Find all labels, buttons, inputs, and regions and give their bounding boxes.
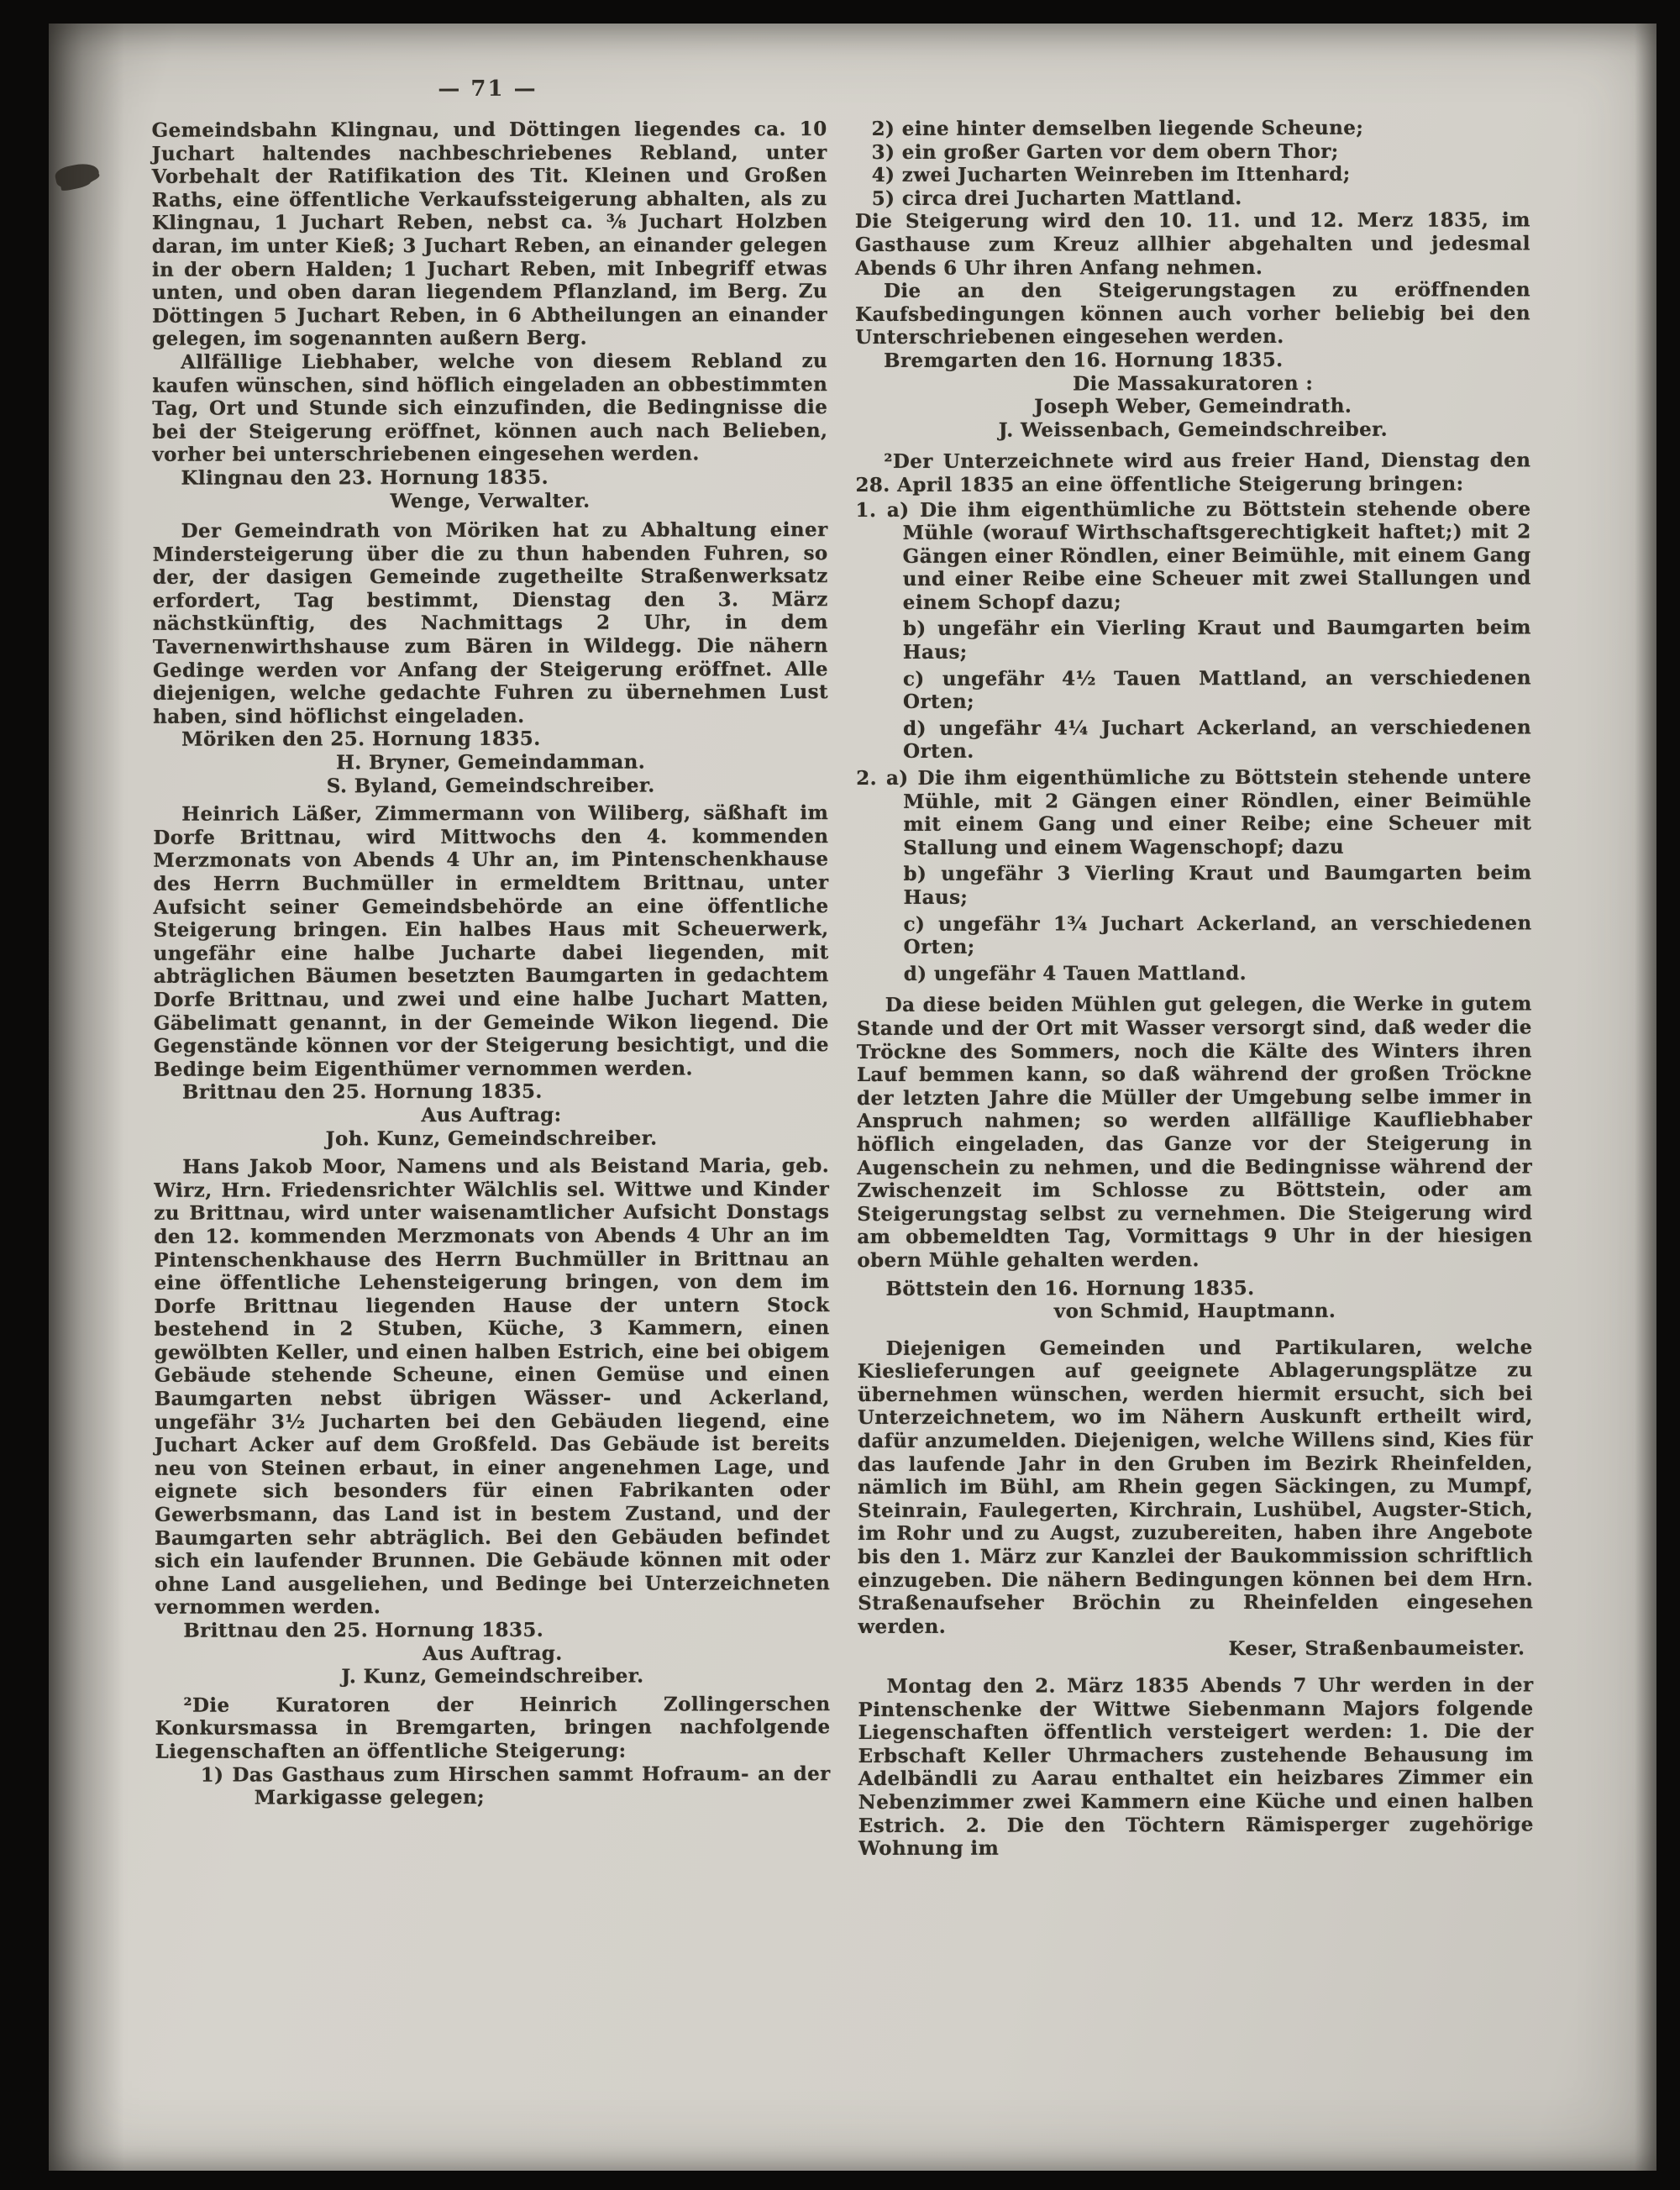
paragraph: H. Bryner, Gemeindamman. <box>336 750 646 775</box>
page-number: — 71 — <box>438 76 538 102</box>
paragraph: 1. a) Die ihm eigenthümliche zu Böttstein stehende obere Mühle (worauf Wirthschaftsgerechtigkeit haftet;) mit 2 Gängen einer Röndlen, einer Beimühle, mit einem Gang und einer Reibe eine Scheuer mit zwei Stallungen und einem Schopf dazu; <box>855 496 1531 614</box>
paragraph: ²Der Unterzeichnete wird aus freier Hand, Dienstag den 28. April 1835 an eine öffentliche Steigerung bringen: <box>855 449 1531 496</box>
paragraph: Joh. Kunz, Gemeindschreiber. <box>325 1127 658 1150</box>
paragraph: Hans Jakob Moor, Namens und als Beistand Maria, geb. Wirz, Hrn. Friedensrichter Wälchlis sel. Wittwe und Kinder zu Brittnau, wird unter waisenamtlicher Aufsicht Donstags den 12. kommenden Merzmonats von Abends 4 Uhr an im Pintenschenkhause des Herrn Buchmüller in Brittnau an eine öffentliche Lehensteigerung bringen, von dem im Dorfe Brittnau liegenden Hause der untern Stock bestehend in 2 Stuben, Küche, 3 Kammern, einen gewölbten Keller, und einen halben Estrich, eine bei obigem Gebäude stehende Scheune, einen Gemüse und einen Baumgarten nebst übrigen Wässer- und Ackerland, ungefähr 3½ Jucharten bei den Gebäuden liegend, eine Juchart Acker auf dem Großfeld. Das Gebäude ist bereits neu von Steinen erbaut, in einer angenehmen Lage, und eignete sich besonders für einen Fabrikanten oder Gewerbsmann, das Land ist in bestem Zustand, und der Baumgarten sehr abträglich. Bei den Gebäuden befindet sich ein laufender Brunnen. Die Gebäude können mit oder ohne Land ausgeliehen, und Bedinge bei Unterzeichneten vernommen werden. <box>154 1154 831 1620</box>
paragraph: 2) eine hinter demselben liegende Scheune; <box>871 116 1364 140</box>
paragraph: Allfällige Liebhaber, welche von diesem Rebland zu kaufen wünschen, sind höflich eingeladen an obbestimmten Tag, Ort und Stunde sich einzufinden, die Bedingnisse die bei der Steigerung eröffnet, können auch nach Belieben, vorher bei unterschriebenen eingesehen werden. <box>152 349 828 467</box>
paragraph: Montag den 2. März 1835 Abends 7 Uhr werden in der Pintenschenke der Wittwe Siebenmann Majors folgende Liegenschaften öffentlich versteigert werden: 1. Die der Erbschaft Keller Uhrmachers zustehende Behausung im Adelbändli zu Aarau enthaltet ein heizbares Zimmer ein Nebenzimmer zwei Kammern eine Küche und einen halben Estrich. 2. Die den Töchtern Rämisperger zugehörige Wohnung im <box>858 1673 1534 1861</box>
paragraph: Diejenigen Gemeinden und Partikularen, welche Kieslieferungen auf geeignete Ablagerungsplätze zu übernehmen wünschen, werden hiermit ersucht, sich bei Unterzeichnetem, wo im Nähern Auskunft ertheilt wird, dafür anzumelden. Diejenigen, welche Willens sind, Kies für das laufende Jahr in den Gruben im Bezirk Rheinfelden, nämlich im Bühl, am Rhein gegen Säckingen, zu Mumpf, Steinrain, Faulegerten, Kirchrain, Lushübel, Augster-Stich, im Rohr und zu Augst, zuzubereiten, haben ihre Angebote bis den 1. März zur Kanzlei der Baukommission schriftlich einzugeben. Die nähern Bedingungen können bei dem Hrn. Straßenaufseher Bröchin zu Rheinfelden eingesehen werden. <box>857 1335 1534 1638</box>
paragraph: Böttstein den 16. Hornung 1835. <box>885 1276 1255 1300</box>
paragraph: Die an den Steigerungstagen zu eröffnenden Kaufsbedingungen können auch vorher beliebig bei den Unterschriebenen eingesehen werden. <box>855 278 1531 349</box>
paragraph: Die Massakuratoren : <box>1073 371 1314 395</box>
paragraph: Der Gemeindrath von Möriken hat zu Abhaltung einer Mindersteigerung über die zu thun habenden Fuhren, so der, der dasigen Gemeinde zugetheilte Straßenwerksatz erfordert, Tag bestimmt, Dienstag den 3. März nächstkünftig, des Nachmittags 2 Uhr, in dem Tavernenwirthshause zum Bären in Wildegg. Die nähern Gedinge werden vor Anfang der Steigerung eröffnet. Alle diejenigen, welche gedachte Fuhren zu übernehmen Lust haben, sind höflichst eingeladen. <box>152 518 829 728</box>
paragraph: 2. a) Die ihm eigenthümliche zu Böttstein stehende untere Mühle, mit 2 Gängen einer Röndlen, einer Beimühle mit einem Gang und einer Reibe; eine Scheuer mit Stallung und einem Wagenschopf; dazu <box>856 765 1532 859</box>
paragraph: S. Byland, Gemeindschreiber. <box>326 774 655 797</box>
paragraph: Gemeindsbahn Klingnau, und Döttingen liegendes ca. 10 Juchart haltendes nachbeschriebenes Rebland, unter Vorbehalt der Ratifikation des Tit. Kleinen und Großen Raths, eine öffentliche Verkaufssteigerung abhalten, als zu Klingnau, 1 Juchart Reben, nebst ca. ⅜ Juchart Holzben daran, im unter Kieß; 3 Juchart Reben, an einander gelegen in der obern Halden; 1 Juchart Reben, mit Inbegriff etwas unten, und oben daran liegendem Pflanzland, im Berg. Zu Döttingen 5 Juchart Reben, in 6 Abtheilungen an einander gelegen, im sogenannten außern Berg. <box>151 118 828 351</box>
paragraph: von Schmid, Hauptmann. <box>1053 1299 1336 1323</box>
paragraph: J. Kunz, Gemeindschreiber. <box>341 1664 644 1688</box>
paragraph: Brittnau den 25. Hornung 1835. <box>181 1080 543 1105</box>
scanned-page <box>49 24 1656 2171</box>
paragraph: Brittnau den 25. Hornung 1835. <box>183 1618 544 1642</box>
paragraph: Die Steigerung wird den 10. 11. und 12. Merz 1835, im Gasthause zum Kreuz allhier abgehalten und jedesmal Abends 6 Uhr ihren Anfang nehmen. <box>854 208 1530 280</box>
paragraph: 5) circa drei Jucharten Mattland. <box>871 186 1242 210</box>
paragraph: Aus Auftrag: <box>421 1103 562 1127</box>
paragraph: Aus Auftrag. <box>423 1641 563 1665</box>
paragraph: Joseph Weber, Gemeindrath. <box>1034 394 1352 418</box>
paragraph: Heinrich Läßer, Zimmermann von Wiliberg, säßhaft im Dorfe Brittnau, wird Mittwochs den 4. kommenden Merzmonats von Abends 4 Uhr an, im Pintenschenkhause des Herrn Buchmüller in ermeldtem Brittnau, unter Aufsicht seiner Gemeindsbehörde an eine öffentliche Steigerung bringen. Ein halbes Haus mit Scheuerwerk, ungefähr eine halbe Jucharte dabei liegenden, mit abträglichen Bäumen besetzten Baumgarten in gedachtem Dorfe Brittnau, und zwei und eine halbe Juchart Matten, Gäbelimatt genannt, in der Gemeinde Wikon liegend. Die Gegenstände können vor der Steigerung besichtigt, und die Bedinge beim Eigenthümer vernommen werden. <box>153 801 829 1081</box>
paragraph: Da diese beiden Mühlen gut gelegen, die Werke in gutem Stande und der Ort mit Wasser versorgt sind, daß weder die Tröckne des Sommers, noch die Kälte des Winters ihren Lauf bemmen kann, so daß während der großen Tröckne der letzten Jahre die Müller der Umgebung selbe immer in Anspruch nahmen; so werden allfällige Kaufliebhaber höflich eingeladen, das Ganze vor der Steigerung in Augenschein zu nehmen, und die Bedingnisse während der Zwischenzeit im Schlosse zu Böttstein, oder am Steigerungstag selbst zu vernehmen. Die Steigerung wird am obbemeldten Tag, Vormittags 9 Uhr in der hiesigen obern Mühle gehalten werden. <box>856 992 1533 1272</box>
paragraph: Klingnau den 23. Hornung 1835. <box>181 465 549 490</box>
left-column <box>152 118 831 1809</box>
paragraph: b) ungefähr ein Vierling Kraut und Baumgarten beim Haus; <box>902 616 1531 664</box>
paragraph: d) ungefähr 4¼ Juchart Ackerland, an verschiedenen Orten. <box>903 716 1532 764</box>
paragraph: 1) Das Gasthaus zum Hirschen sammt Hofraum- an der Markigasse gelegen; <box>200 1762 831 1809</box>
page-content <box>46 22 1658 2172</box>
paragraph: c) ungefähr 4½ Tauen Mattland, an verschiedenen Orten; <box>902 665 1531 714</box>
right-column <box>855 116 1534 1860</box>
paragraph: ²Die Kuratoren der Heinrich Zollingerschen Konkursmassa in Bremgarten, bringen nachfolgende Liegenschaften an öffentliche Steigerung: <box>155 1692 831 1763</box>
paragraph: Wenge, Verwalter. <box>390 489 591 512</box>
paragraph: Möriken den 25. Hornung 1835. <box>181 727 541 752</box>
paragraph: Bremgarten den 16. Hornung 1835. <box>884 348 1284 372</box>
paragraph: d) ungefähr 4 Tauen Mattland. <box>903 961 1247 985</box>
paragraph: 4) zwei Jucharten Weinreben im Ittenhard; <box>871 162 1351 187</box>
paragraph: 3) ein großer Garten vor dem obern Thor; <box>871 139 1339 164</box>
paragraph: c) ungefähr 1¾ Juchart Ackerland, an verschiedenen Orten; <box>903 911 1532 959</box>
paragraph: b) ungefähr 3 Vierling Kraut und Baumgarten beim Haus; <box>903 861 1532 909</box>
paragraph: J. Weissenbach, Gemeindschreiber. <box>998 418 1389 442</box>
paragraph: Keser, Straßenbaumeister. <box>1228 1636 1525 1661</box>
